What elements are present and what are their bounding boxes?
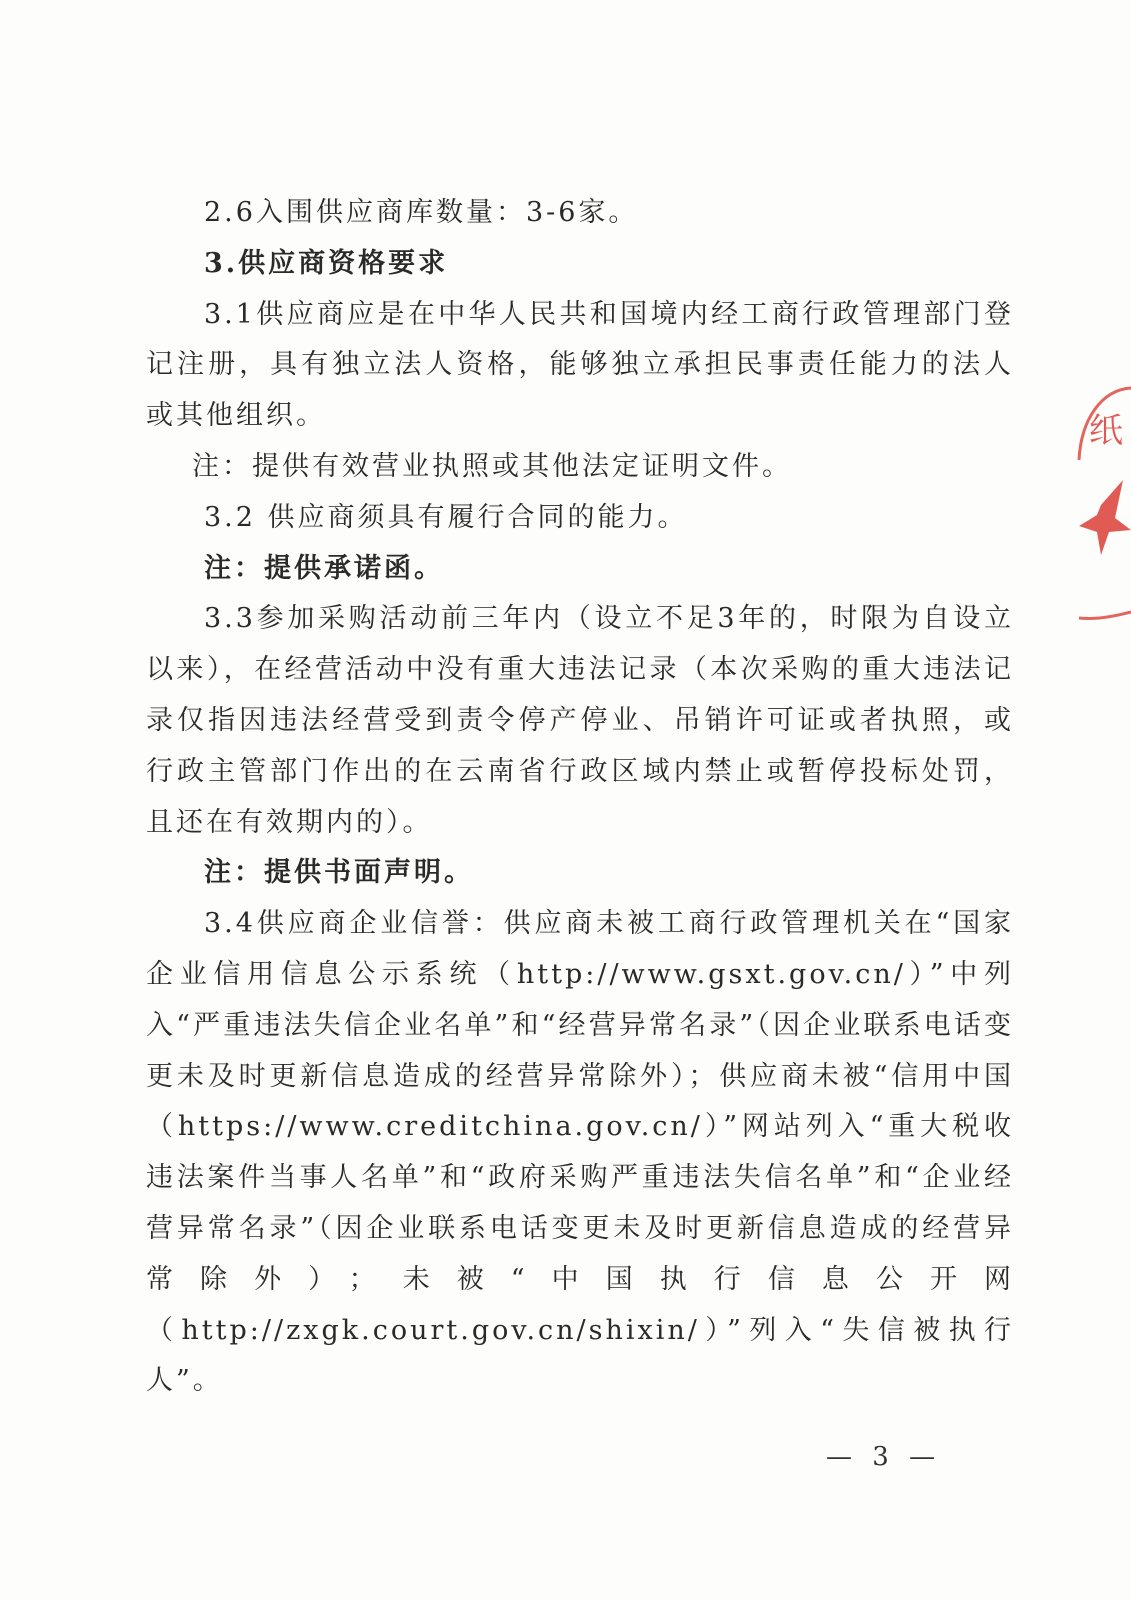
note-business-license: 注：提供有效营业执照或其他法定证明文件。: [192, 450, 792, 482]
document-body: [146, 188, 1014, 1407]
note-written-statement: 注：提供书面声明。: [204, 857, 474, 889]
note-commitment-letter: 注：提供承诺函。: [204, 552, 444, 584]
paragraph-3-4: 3.4供应商企业信誉：供应商未被工商行政管理机关在“国家企业信用信息公示系统（http://www.gsxt.gov.cn/）”中列入“严重违法失信企业名单”和“经营异常名录”（因企业联系电话变更未及时更新信息造成的经营异常除外）；供应商未被“信用中国（https://www.creditchina.gov.cn/）”网站列入“重大税收违法案件当事人名单”和“政府采购严重违法失信名单”和“企业经营异常名录”（因企业联系电话变更未及时更新信息造成的经营异常除外）；未被“中国执行信息公开网（http://zxgk.court.gov.cn/shixin/）”列入“失信被执行人”。: [146, 908, 1014, 1397]
paragraph-3-2: 3.2 供应商须具有履行合同的能力。: [204, 501, 688, 533]
paragraph-3-1: 3.1供应商应是在中华人民共和国境内经工商行政管理部门登记注册，具有独立法人资格，能够独立承担民事责任能力的法人或其他组织。: [146, 298, 1014, 432]
seal-star-icon: [1079, 480, 1131, 555]
paragraph-3-3: 3.3参加采购活动前三年内（设立不足3年的，时限为自设立以来），在经营活动中没有重大违法记录（本次采购的重大违法记录仅指因违法经营受到责令停产停业、吊销许可证或者执照，或行政主管部门作出的在云南省行政区域内禁止或暂停投标处罚，且还在有效期内的）。: [146, 603, 1014, 838]
paragraph-supplier-count: 2.6入围供应商库数量：3-6家。: [204, 197, 639, 228]
page-number: — 3 —: [826, 1442, 942, 1472]
seal-character: 纸: [1089, 411, 1123, 451]
heading-supplier-qualifications: 3.供应商资格要求: [204, 247, 449, 279]
official-seal-fragment: [1071, 380, 1131, 640]
